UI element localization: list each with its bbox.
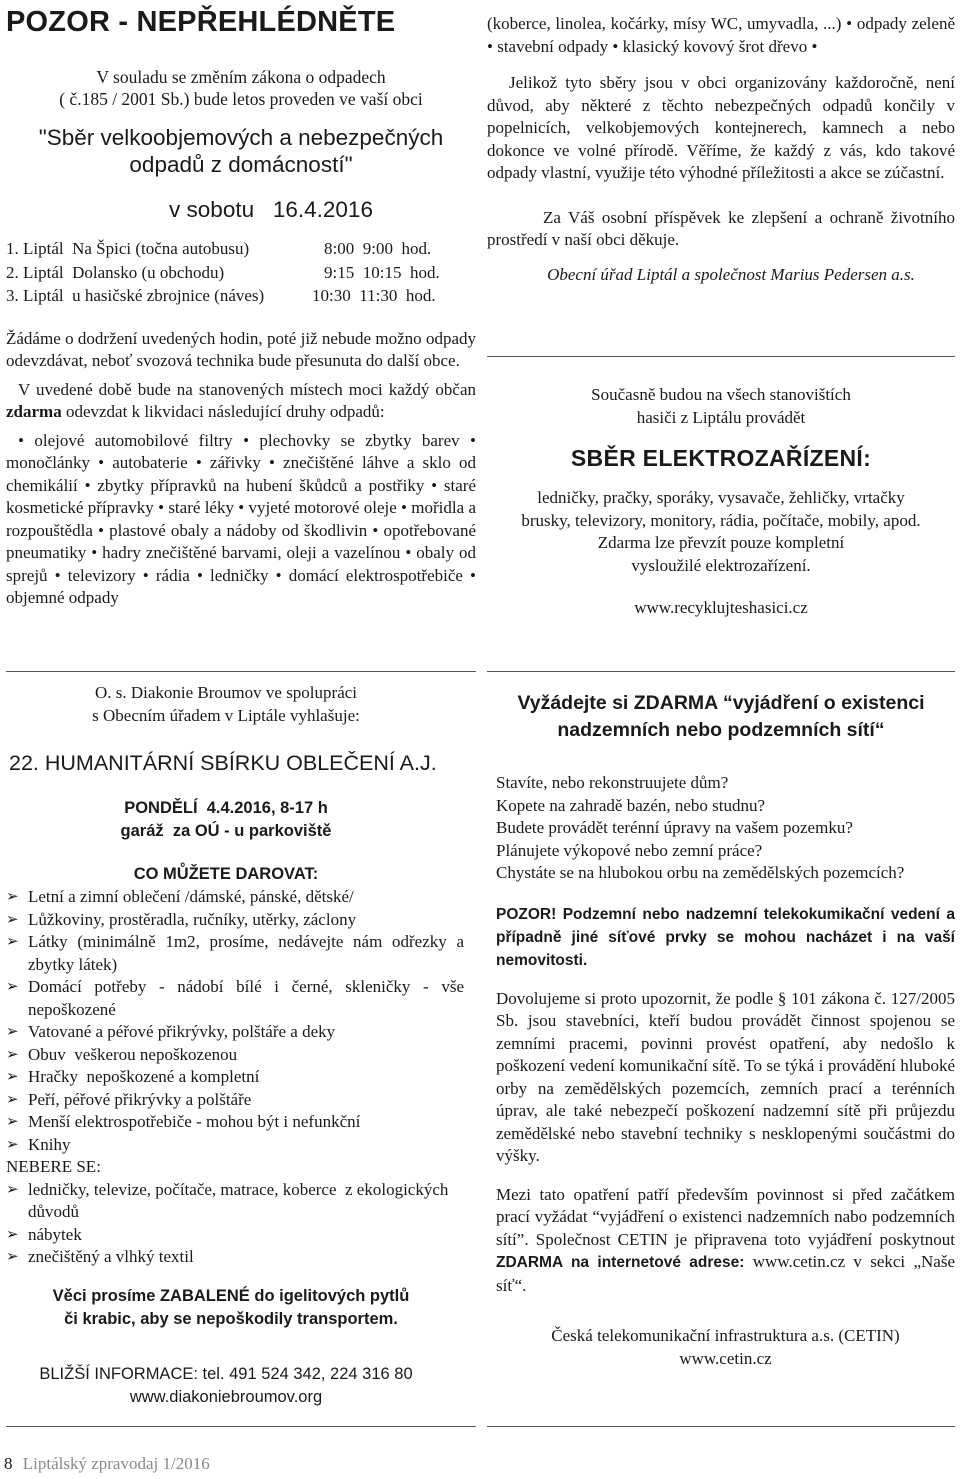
list-item: ➢ Obuv veškerou nepoškozenou <box>6 1044 238 1064</box>
cetin-company: Česká telekomunikační infrastruktura a.s. (CETIN) www.cetin.cz <box>551 1326 900 1368</box>
page-number: 8 <box>4 1454 13 1473</box>
list-item: ➢ ledničky, televize, počítače, matrace, koberce z ekologických důvodů <box>6 1179 453 1221</box>
collection-notice <box>6 4 476 610</box>
reason-text: Jelikož tyto sběry jsou v obci organizovány každoročně, není důvod, aby některé z těchto nebezpečných odpadů končily v popelnicích, velkobjemových kontejnerech, kamnech a nebo dokonce ve volné přírodě. Věříme, že každý z vás, kdo takové odpady vlastní, využije této výhodné příležitosti a akce se zúčastní. <box>487 73 955 182</box>
list-item: ➢ Knihy <box>6 1134 71 1154</box>
donate-list <box>6 886 476 1156</box>
list-item: ➢ Letní a zimní oblečení /dámské, pánské, dětské/ <box>6 887 354 906</box>
items-list-continued: (koberce, linolea, kočárky, mísy WC, umyvadla, ...) • odpady zeleně • stavební odpady • klasický kovový šrot dřevo • <box>487 14 955 56</box>
section-divider <box>487 356 955 357</box>
thanks-text: Za Váš osobní příspěvek ke zlepšení a ochraně životního prostředí v naší obci děkuje. <box>487 207 955 249</box>
cetin-notice <box>487 690 955 1370</box>
list-item: ➢ Lůžkoviny, prostěradla, ručníky, utěrky, záclony <box>6 909 357 929</box>
charity-heading: 22. HUMANITÁRNÍ SBÍRKU OBLEČENÍ A.J. <box>9 751 437 775</box>
list-item: ➢ Peří, péřové přikrývky a polštáře <box>6 1089 252 1109</box>
schedule-row: 1. Liptál Na Špici (točna autobusu) 8:00 9:00 hod. <box>6 239 432 258</box>
footer-divider <box>6 1426 476 1427</box>
intro-text: V souladu se změním zákona o odpadech ( č.185 / 2001 Sb.) bude letos proveden ve vaší obci <box>59 67 423 109</box>
collection-notice-continued <box>487 13 955 286</box>
list-item: ➢ nábytek <box>6 1224 82 1244</box>
cetin-warning: POZOR! Podzemní nebo nadzemní telekokumikační vedení a případně jiné síťové prvky se mohou nacházet i na vaší nemovitosti. <box>496 905 955 969</box>
list-item: ➢ Látky (minimálně 1m2, prosíme, nedávejte nám odřezky a zbytky látek) <box>6 932 464 974</box>
list-item: ➢ Menší elektrospotřebiče - mohou být i nefunkční <box>6 1112 361 1131</box>
hazardous-items-list: • olejové automobilové filtry • plechovky se zbytky barev • monočlánky • autobaterie • zářivky • znečištěné láhve a sklo od chemikálií • zbytky přípravků na hubení škůdců a postřiky • staré kosmetické přípravky • staré léky • vyjeté motorové oleje • mořidla a rozpouštědla • plastové obaly a nádoby od škodlivin • opotřebované pneumatiky • hadry znečištěné barvami, oleji a vazelínou • obaly od sprejů • televizory • rádia • ledničky • domácí elektrospotřebiče • objemné odpady <box>6 430 476 607</box>
page-footer <box>4 1453 210 1475</box>
cetin-heading: Vyžádejte si ZDARMA “vyjádření o existenci nadzemních nebo podzemních sítí“ <box>517 692 925 741</box>
electro-items: ledničky, pračky, sporáky, vysavače, žehličky, vrtačky brusky, televizory, monitory, rádia, počítače, mobily, apod. Zdarma lze převzít pouze kompletní vysloužilé elektrozařízení. <box>521 488 921 575</box>
schedule-row: 3. Liptál u hasičské zbrojnice (náves) 10:30 11:30 hod. <box>6 286 436 305</box>
list-item: ➢ znečištěný a vlhký textil <box>6 1247 194 1266</box>
cetin-questions: Stavíte, nebo rekonstruujete dům? Kopete na zahradě bazén, nebo studnu? Budete provádět terénní úpravy na vašem pozemku? Plánujete výkopové nebo zemní práce? Chystáte se na hlubokou orbu na zemědělských pozemcích? <box>496 773 905 882</box>
charity-collection <box>6 682 476 1409</box>
section-divider <box>487 671 955 672</box>
charity-organizer: O. s. Diakonie Broumov ve spolupráci s Obecním úřadem v Liptále vyhlašuje: <box>92 683 360 725</box>
electro-heading: SBĚR ELEKTROZAŘÍZENÍ: <box>570 445 872 471</box>
page-title: POZOR - NEPŘEHLÉDNĚTE <box>6 6 396 38</box>
donate-heading: CO MŮŽETE DAROVAT: <box>133 865 319 883</box>
schedule-row: 2. Liptál Dolansko (u obchodu) 9:15 10:15 hod. <box>6 262 440 282</box>
section-divider <box>6 671 476 672</box>
cetin-law: Dovolujeme si proto upozornit, že podle § 101 zákona č. 127/2005 Sb. jsou stavebníci, kteří budou provádět činnost spojenou se zemními pracemi, povinni provést opatření, aby nedošlo k poškození vedení komunikační sítě. To se týká i provádění hluboké orby na zemědělských pozemcích, zemních prací a terénních úprav, ale také nebezpečí poškození nadzemní sítě při průjezdu zemědělské nebo stavební techniky s nesklopenými součástmi do výšky. <box>496 988 955 1165</box>
list-item: ➢ Domácí potřeby - nádobí bílé i černé, skleničky - vše nepoškozené <box>6 977 464 1019</box>
list-item: ➢ Hračky nepoškozené a kompletní <box>6 1067 260 1086</box>
publication-name: Liptálský zpravodaj 1/2016 <box>22 1454 210 1473</box>
not-accepted-heading: NEBERE SE: <box>6 1157 101 1176</box>
signature: Obecní úřad Liptál a společnost Marius Pedersen a.s. <box>547 264 915 284</box>
electro-url: www.recyklujteshasici.cz <box>634 598 808 617</box>
schedule <box>6 237 476 308</box>
footer-divider <box>487 1426 955 1427</box>
cetin-duty: Mezi tato opatření patří především povinnost si před začátkem prací vyžádat “vyjádření o existenci nadzemních nabo podzemních sítí”. Společnost CETIN je připravena toto vyjádření poskytnout ZDARMA na internetové adrese: www.cetin.cz v sekci „Naše síť“. <box>496 1184 955 1295</box>
not-accepted-list <box>6 1179 476 1269</box>
collection-date: v sobotu 16.4.2016 <box>169 197 373 222</box>
electro-collection: Současně budou na všech stanovištích hasiči z Liptálu provádět SBĚR ELEKTROZAŘÍZENÍ: ledničky, pračky, sporáky, vysavače, žehličky, vrtačky brusky, televizory, monitory, rádia, počítače, mobily, apod. Zdarma lze převzít pouze kompletní vysloužilé elektrozařízení. www.recyklujteshasici.cz <box>487 384 955 620</box>
items-intro: V uvedené době bude na stanovených místech moci každý občan zdarma odevzdat k likvidaci následující druhy odpadů: <box>6 379 476 421</box>
collection-headline: "Sběr velkoobjemových a nebezpečných odpadů z domácností" <box>38 125 444 177</box>
charity-date-place: PONDĚLÍ 4.4.2016, 8-17 h garáž za OÚ - u parkoviště <box>120 799 332 840</box>
list-item: ➢ Vatované a péřové přikrývky, polštáře a deky <box>6 1022 336 1041</box>
request-text: Žádáme o dodržení uvedených hodin, poté již nebude možno odpady odevzdávat, neboť svozová technika bude přesunuta do další obce. <box>6 328 476 370</box>
charity-contact: BLIŽŠÍ INFORMACE: tel. 491 524 342, 224 316 80 www.diakoniebroumov.org <box>39 1364 413 1406</box>
packing-note: Věci prosíme ZABALENÉ do igelitových pytlů či krabic, aby se nepoškodily transportem. <box>52 1286 410 1328</box>
